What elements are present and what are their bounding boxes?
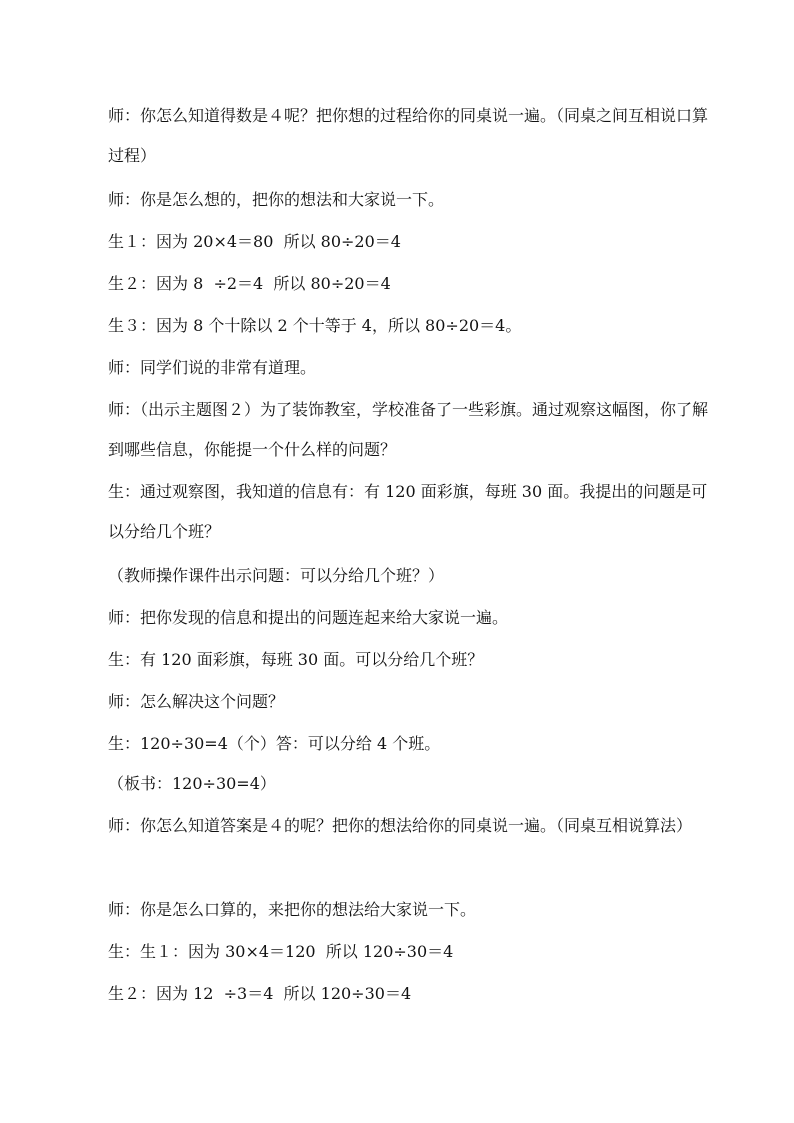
paragraph-16: 师：你是怎么口算的，来把你的想法给大家说一下。 [108, 900, 477, 919]
paragraph-7: 师：（出示主题图２）为了装饰教室，学校准备了一些彩旗。通过观察这幅图，你了解到哪些信息，你能提一个什么样的问题？ [108, 400, 709, 459]
paragraph-11: 生：有 120 面彩旗，每班 30 面。可以分给几个班？ [108, 650, 484, 669]
paragraph-14: （板书：120÷30=4） [108, 774, 276, 793]
paragraph-6: 师：同学们说的非常有道理。 [108, 358, 317, 377]
paragraph-15: 师：你怎么知道答案是４的呢？把你的想法给你的同桌说一遍。（同桌互相说算法） [108, 816, 693, 835]
paragraph-13: 生：120÷30=4（个）答：可以分给 4 个班。 [108, 734, 441, 753]
paragraph-17: 生：生１：因为 30×4＝120 所以 120÷30＝4 [108, 942, 454, 961]
paragraph-8: 生：通过观察图，我知道的信息有：有 120 面彩旗，每班 30 面。我提出的问题是可以分给几个班？ [108, 482, 708, 541]
paragraph-2: 师：你是怎么想的，把你的想法和大家说一下。 [108, 190, 445, 209]
paragraph-18: 生２：因为 12 ÷3＝4 所以 120÷30＝4 [108, 984, 412, 1003]
paragraph-4: 生２：因为 8 ÷2＝4 所以 80÷20＝4 [108, 274, 391, 293]
paragraph-1: 师：你怎么知道得数是４呢？把你想的过程给你的同桌说一遍。（同桌之间互相说口算过程） [108, 106, 709, 165]
paragraph-9: （教师操作课件出示问题：可以分给几个班？） [108, 566, 445, 585]
paragraph-5: 生３：因为 8 个十除以 2 个十等于 4，所以 80÷20＝4。 [108, 316, 522, 335]
paragraph-10: 师：把你发现的信息和提出的问题连起来给大家说一遍。 [108, 608, 509, 627]
paragraph-3: 生１：因为 20×4＝80 所以 80÷20＝4 [108, 232, 401, 251]
paragraph-12: 师：怎么解决这个问题？ [108, 692, 285, 711]
